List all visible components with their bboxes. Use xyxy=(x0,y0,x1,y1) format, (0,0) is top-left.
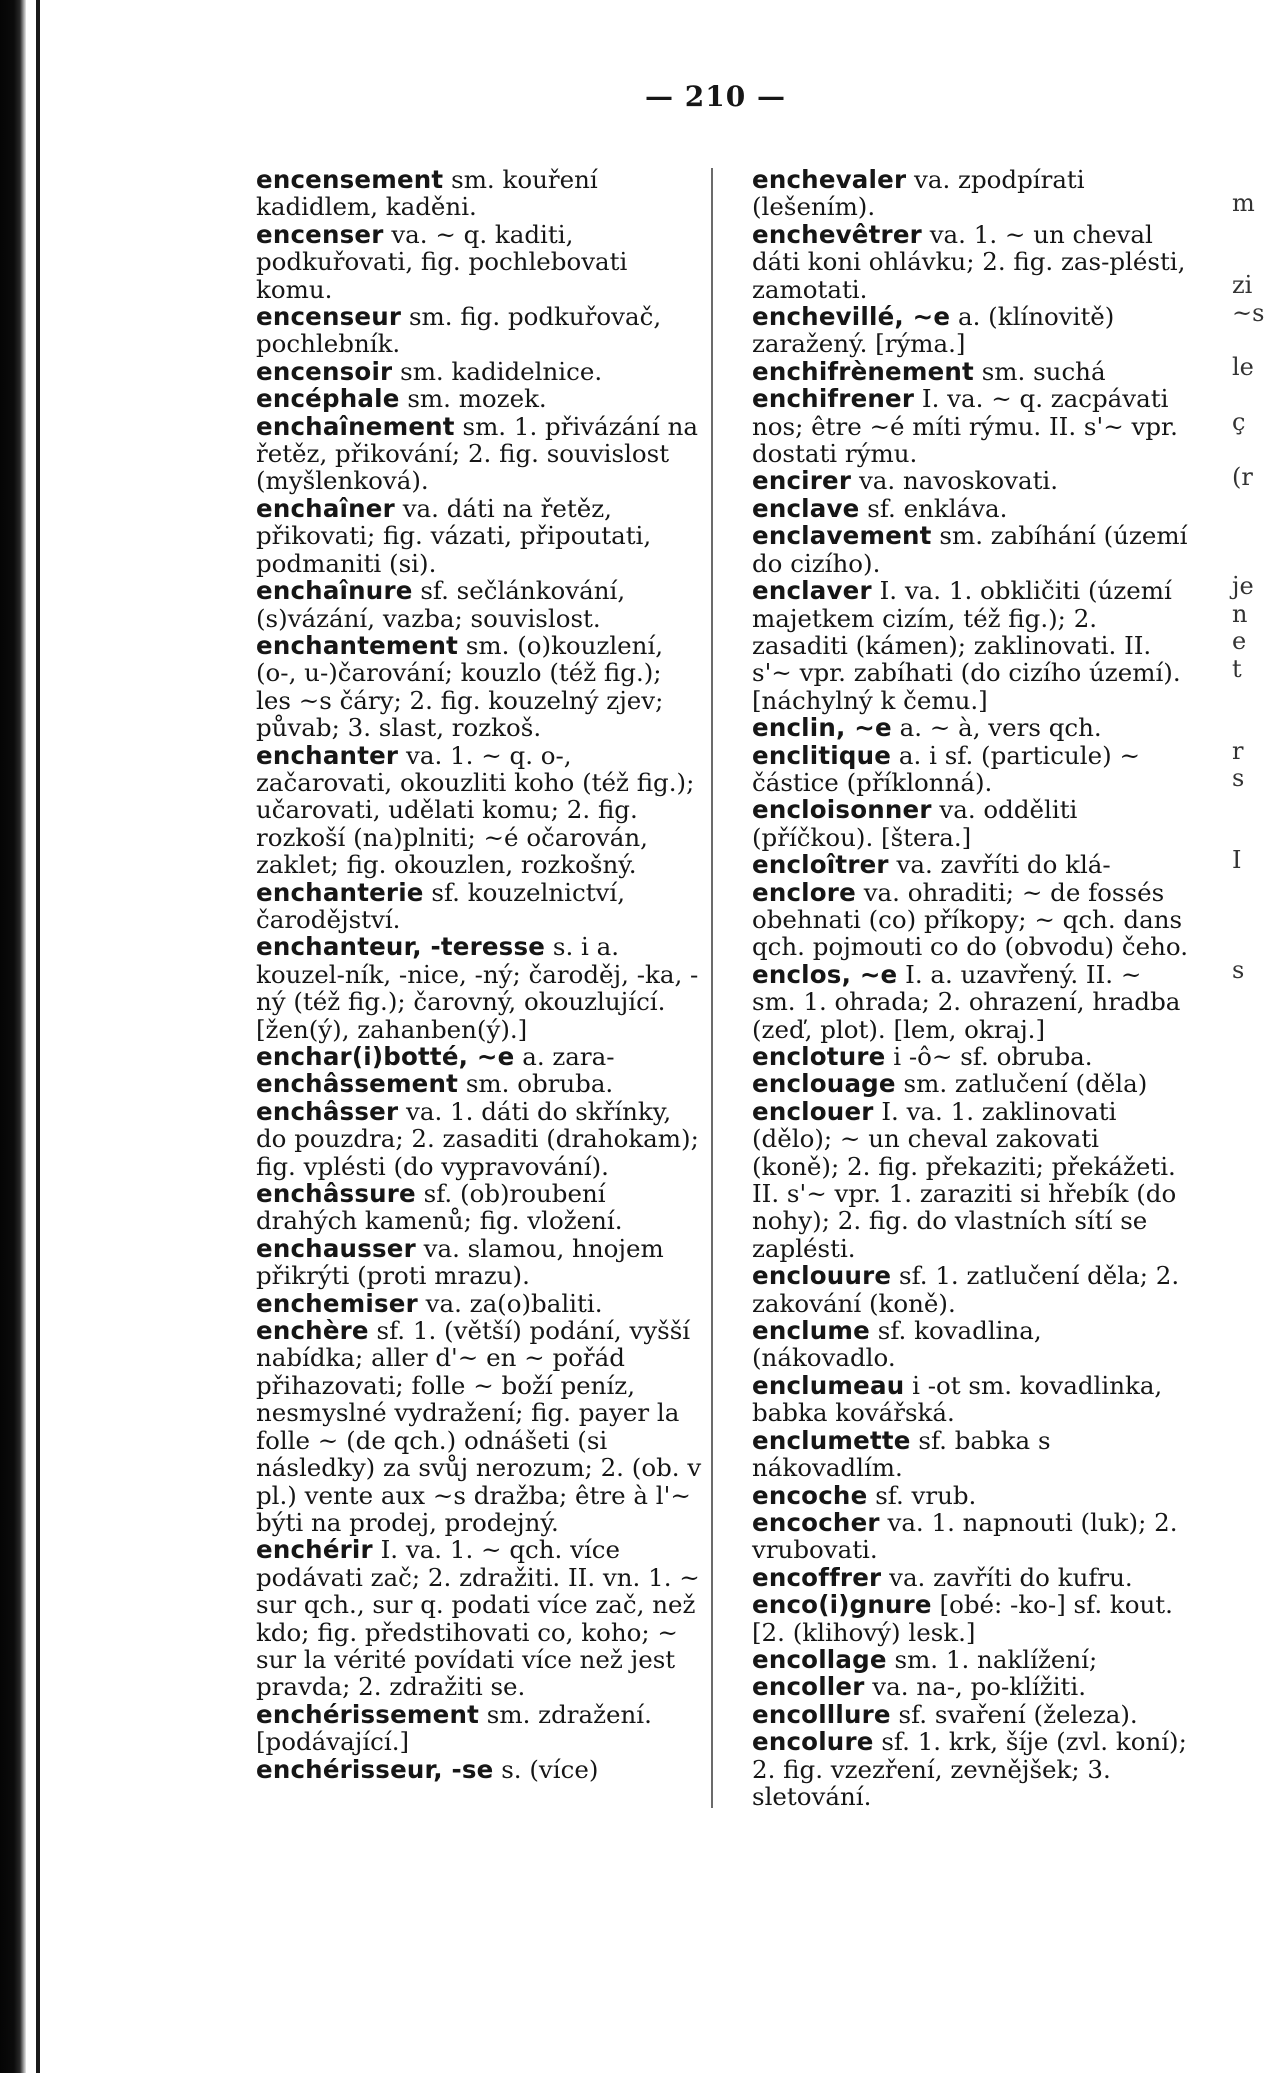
dictionary-entry xyxy=(722,1482,1188,1509)
entry-definition: va. zpodpírati (lešením). xyxy=(752,165,1085,222)
dictionary-entry xyxy=(226,742,704,879)
next-column-fragment: (r xyxy=(1232,462,1253,491)
entry-definition: sm. 1. přivázání na řetěz, přikování; 2. fig. souvislost (myšlenková). xyxy=(256,411,699,496)
entry-definition: i -ot sm. kovadlinka, babka kovářská. xyxy=(752,1370,1163,1428)
dictionary-entry xyxy=(722,1564,1188,1591)
entry-headword: enchâssure xyxy=(256,1179,416,1209)
next-column-fragment: s xyxy=(1232,764,1245,793)
entry-definition: sf. enkláva. xyxy=(859,493,1008,523)
entry-headword: encocher xyxy=(752,1507,880,1537)
next-page-column-edge xyxy=(1232,189,1264,1910)
entry-headword: enclumeau xyxy=(752,1370,905,1400)
next-column-fragment xyxy=(1232,930,1251,957)
dictionary-entry xyxy=(722,1262,1188,1317)
next-column-fragment xyxy=(1232,245,1251,272)
entry-headword: enclave xyxy=(752,493,860,523)
entry-headword: enchâssement xyxy=(256,1069,459,1099)
entry-definition: va. 1. napnouti (luk); 2. vrubovati. xyxy=(752,1507,1178,1565)
entry-definition: va. 1. ~ un cheval dáti koni ohlávku; 2. fig. zas-plésti, zamotati. xyxy=(752,219,1186,304)
entry-headword: encoffrer xyxy=(752,1562,882,1592)
dictionary-entry xyxy=(722,742,1188,797)
dictionary-entry xyxy=(722,1098,1188,1262)
dictionary-entry xyxy=(722,385,1188,467)
dictionary-entry xyxy=(226,358,704,385)
next-column-fragment: e xyxy=(1232,627,1247,656)
entry-definition: sf. kouzelnictví, čarodějství. xyxy=(256,877,626,934)
entry-definition: sm. kouření kadidlem, kaděni. xyxy=(256,165,598,222)
entry-headword: enclouage xyxy=(752,1069,896,1099)
dictionary-entry xyxy=(722,577,1188,714)
entry-definition: sf. sečlánkování, (s)vázání, vazba; souvislost. xyxy=(256,576,626,633)
entry-headword: enclos, ~e xyxy=(752,959,898,989)
entry-headword: encloîtrer xyxy=(752,850,889,880)
entry-definition: I. a. uzavřený. II. ~ sm. 1. ohrada; 2. ohrazení, hradba (zeď, plot). [lem, okraj.] xyxy=(752,959,1181,1044)
entry-definition: sf. 1. krk, šíje (zvl. koní); 2. fig. vzezření, zevnějšek; 3. sletování. xyxy=(752,1727,1187,1811)
next-column-fragment: I xyxy=(1232,846,1242,875)
dictionary-entry xyxy=(226,1290,704,1317)
next-column-fragment: ~s xyxy=(1232,298,1264,327)
dictionary-entry xyxy=(226,1756,704,1783)
entry-definition: va. dáti na řetěz, přikovati; fig. vázati, připoutati, podmaniti (si). xyxy=(256,493,652,578)
dictionary-entry xyxy=(722,1728,1188,1810)
entry-headword: encenser xyxy=(256,219,384,249)
entry-definition: i -ô~ sf. obruba. xyxy=(885,1042,1093,1071)
entry-headword: encensoir xyxy=(256,356,393,386)
entry-definition: va. za(o)baliti. xyxy=(417,1288,603,1318)
entry-definition: I. va. 1. obkličiti (území majetkem cizím, též fig.); 2. zasaditi (kámen); zaklinovati. II. s'~ vpr. zabíhati (do cizího území). [náchylný k čemu.] xyxy=(752,576,1181,715)
dictionary-entry xyxy=(226,1536,704,1700)
entry-headword: encoller xyxy=(752,1672,865,1702)
dictionary-entry xyxy=(722,1317,1188,1372)
entry-definition: [obé: -ko-] sf. kout. [2. (klihový) lesk.] xyxy=(752,1590,1173,1647)
entry-definition: sf. 1. zatlučení děla; 2. zakování (koně). xyxy=(752,1261,1180,1318)
entry-headword: enchaînure xyxy=(256,576,413,606)
next-column-fragment: je xyxy=(1232,572,1254,601)
dictionary-entry xyxy=(226,385,704,412)
next-column-fragment xyxy=(1232,875,1251,902)
next-column-fragment xyxy=(1232,327,1251,354)
dictionary-entry xyxy=(226,495,704,577)
dictionary-entry xyxy=(226,1180,704,1235)
dictionary-entry xyxy=(226,1070,704,1097)
entry-definition: sf. kovadlina, (nákovadlo. xyxy=(752,1316,1042,1373)
dictionary-entry xyxy=(226,577,704,632)
entry-definition: sm. mozek. xyxy=(399,384,547,414)
left-column xyxy=(226,166,704,1783)
entry-definition: s. i a. kouzel-ník, -nice, -ný; čaroděj, -ka, -ný (též fig.); čarovný, okouzlující. [žen(ý), zahanben(ý).] xyxy=(256,932,699,1044)
binding-edge-line xyxy=(36,0,40,2073)
entry-headword: enchausser xyxy=(256,1233,416,1263)
dictionary-entry xyxy=(226,1235,704,1290)
entry-headword: enchevaler xyxy=(752,165,907,194)
dictionary-entry xyxy=(722,1070,1188,1097)
entry-definition: sm. zatlučení (děla) xyxy=(895,1069,1148,1099)
entry-headword: enclitique xyxy=(752,740,892,770)
entry-definition: a. i sf. (particule) ~ částice (příklonná). xyxy=(752,740,1140,797)
entry-definition: sm. suchá xyxy=(973,356,1106,386)
entry-headword: enchifrènement xyxy=(752,356,974,386)
dictionary-entry xyxy=(722,961,1188,1043)
entry-headword: enchevillé, ~e xyxy=(752,302,951,332)
entry-definition: va. 1. dáti do skřínky, do pouzdra; 2. zasaditi (drahokam); fig. vplésti (do vypravování). xyxy=(256,1096,699,1181)
dictionary-entry xyxy=(226,1701,704,1756)
entry-headword: enclavement xyxy=(752,521,932,551)
entry-definition: va. zavříti do klá- xyxy=(888,850,1111,880)
entry-headword: enchanter xyxy=(256,740,399,770)
entry-definition: a. (klínovitě) zaražený. [rýma.] xyxy=(752,302,1115,359)
next-column-fragment xyxy=(1232,382,1251,409)
entry-headword: encenseur xyxy=(256,302,402,332)
entry-headword: enchar(i)botté, ~e xyxy=(256,1042,515,1071)
dictionary-entry xyxy=(722,796,1188,851)
dictionary-entry xyxy=(226,1098,704,1180)
entry-definition: va. ~ q. kaditi, podkuřovati, fig. pochlebovati komu. xyxy=(256,219,628,304)
dictionary-entry xyxy=(226,413,704,495)
next-column-fragment xyxy=(1232,546,1251,573)
dictionary-entry xyxy=(722,221,1188,303)
entry-definition: sm. fig. podkuřovač, pochlebník. xyxy=(256,302,662,359)
entry-headword: enclouer xyxy=(752,1096,874,1126)
next-column-fragment: s xyxy=(1232,955,1245,984)
entry-definition: sm. zdražení. [podávající.] xyxy=(256,1699,652,1757)
next-column-fragment xyxy=(1232,902,1251,929)
entry-headword: enchanterie xyxy=(256,877,424,907)
dictionary-entry xyxy=(722,1427,1188,1482)
entry-definition: sf. babka s nákovadlím. xyxy=(752,1425,1051,1483)
entry-headword: enclouure xyxy=(752,1261,892,1291)
dictionary-entry xyxy=(722,1701,1188,1728)
entry-headword: encloture xyxy=(752,1042,886,1071)
entry-definition: a. zara- xyxy=(514,1042,615,1071)
entry-definition: I. va. 1. zaklinovati (dělo); ~ un cheval zakovati (koně); 2. fig. překaziti; překážeti. II. s'~ vpr. 1. zaraziti si hřebík (do nohy); 2. fig. do vlastních sítí se zaplésti. xyxy=(752,1096,1177,1263)
entry-headword: enchaîner xyxy=(256,493,395,523)
entry-headword: enchantement xyxy=(256,630,459,660)
next-column-fragment xyxy=(1232,437,1251,464)
dictionary-entry xyxy=(226,1043,704,1070)
entry-headword: enchère xyxy=(256,1316,369,1346)
entry-headword: enclaver xyxy=(752,576,872,606)
next-column-fragment: n xyxy=(1232,599,1248,628)
dictionary-entry xyxy=(226,303,704,358)
entry-headword: encolure xyxy=(752,1727,874,1757)
dictionary-entry xyxy=(226,632,704,742)
entry-definition: sm. zabíhání (území do cizího). xyxy=(752,521,1188,578)
entry-definition: s. (více) xyxy=(493,1754,599,1784)
entry-definition: sf. vrub. xyxy=(867,1480,977,1510)
dictionary-entry xyxy=(722,1509,1188,1564)
dictionary-entry xyxy=(722,166,1188,221)
entry-headword: enchâsser xyxy=(256,1096,399,1126)
dictionary-entry xyxy=(226,933,704,1043)
entry-headword: enchemiser xyxy=(256,1288,418,1318)
dictionary-entry xyxy=(722,495,1188,522)
entry-headword: enchanteur, -teresse xyxy=(256,932,546,962)
next-column-fragment xyxy=(1232,710,1251,737)
entry-definition: a. ~ à, vers qch. xyxy=(891,713,1102,743)
next-column-fragment: zi xyxy=(1232,271,1253,300)
entry-definition: I. va. 1. ~ qch. více podávati zač; 2. zdražiti. II. vn. 1. ~ sur qch., sur q. podati více zač, než kdo; fig. předstihovati co, koho; ~ sur la vérité povídati více než jest pravda; 2. zdražiti se. xyxy=(256,1535,700,1702)
dictionary-entry xyxy=(722,1372,1188,1427)
book-binding-shadow xyxy=(0,0,26,2073)
next-column-fragment: ç xyxy=(1232,408,1246,437)
next-column-fragment xyxy=(1232,217,1251,244)
entry-headword: enchaînement xyxy=(256,411,455,441)
column-divider xyxy=(711,168,713,1808)
next-column-fragment xyxy=(1232,793,1251,820)
entry-headword: enclore xyxy=(752,877,856,907)
dictionary-entry xyxy=(722,1646,1188,1673)
next-column-fragment xyxy=(1232,519,1251,546)
dictionary-entry xyxy=(722,467,1188,494)
entry-headword: enclin, ~e xyxy=(752,713,892,743)
entry-definition: sm. (o)kouzlení, (o-, u-)čarování; kouzlo (též fig.); les ~s čáry; 2. fig. kouzelný zjev; půvab; 3. slast, rozkoš. xyxy=(256,630,664,743)
entry-definition: va. odděliti (příčkou). [štera.] xyxy=(752,795,1078,852)
next-column-fragment: m xyxy=(1232,189,1255,217)
next-column-fragment: r xyxy=(1232,736,1244,765)
page-number: — 210 — xyxy=(645,80,786,113)
dictionary-entry xyxy=(722,851,1188,878)
entry-headword: enchérissement xyxy=(256,1699,480,1729)
entry-headword: enchérisseur, -se xyxy=(256,1754,494,1784)
entry-headword: enchifrener xyxy=(752,384,915,414)
dictionary-entry xyxy=(722,1591,1188,1646)
dictionary-entry xyxy=(226,879,704,934)
entry-headword: encolllure xyxy=(752,1699,891,1729)
entry-headword: encensement xyxy=(256,165,444,194)
entry-definition: sf. 1. (větší) podání, vyšší nabídka; aller d'~ en ~ pořád přihazovati; folle ~ boží peníz, nesmyslné vydražení; fig. payer la folle ~ (de qch.) odnášeti (si následky) za svůj nerozum; 2. (ob. v pl.) vente aux ~s dražba; être à l'~ býti na prodej, prodejný. xyxy=(256,1316,702,1537)
next-column-fragment xyxy=(1232,491,1251,518)
entry-definition: sf. svaření (železa). xyxy=(890,1699,1138,1729)
entry-definition: I. va. ~ q. zacpávati nos; être ~é míti rýmu. II. s'~ vpr. dostati rýmu. xyxy=(752,384,1178,469)
entry-headword: enco(i)gnure xyxy=(752,1590,932,1620)
entry-headword: enchevêtrer xyxy=(752,219,922,249)
entry-definition: sm. obruba. xyxy=(458,1069,614,1099)
entry-headword: enchérir xyxy=(256,1535,373,1565)
dictionary-entry xyxy=(722,1673,1188,1700)
entry-definition: va. na-, po-klížiti. xyxy=(864,1672,1087,1702)
dictionary-entry xyxy=(226,166,704,221)
dictionary-entry xyxy=(722,879,1188,961)
right-column xyxy=(722,166,1188,1810)
dictionary-entry xyxy=(722,714,1188,741)
entry-headword: encloisonner xyxy=(752,795,932,825)
entry-definition: va. navoskovati. xyxy=(851,466,1059,496)
entry-headword: encéphale xyxy=(256,384,400,414)
entry-headword: encollage xyxy=(752,1644,887,1674)
entry-definition: sm. 1. naklížení; xyxy=(886,1644,1098,1674)
entry-headword: enclume xyxy=(752,1316,870,1346)
dictionary-entry xyxy=(226,1317,704,1536)
entry-headword: enclumette xyxy=(752,1425,911,1455)
entry-definition: va. 1. ~ q. o-, začarovati, okouzliti koho (též fig.); učarovati, udělati komu; 2. fig. rozkoší (na)plniti; ~é očarován, zaklet; fig. okouzlen, rozkošný. xyxy=(256,740,695,880)
dictionary-entry xyxy=(226,221,704,303)
next-column-fragment xyxy=(1232,820,1251,847)
dictionary-entry xyxy=(722,522,1188,577)
dictionary-entry xyxy=(722,1043,1188,1070)
next-column-fragment: t xyxy=(1232,654,1242,683)
entry-definition: sf. (ob)roubení drahých kamenů; fig. vložení. xyxy=(256,1179,623,1236)
next-column-fragment xyxy=(1232,683,1251,710)
dictionary-entry xyxy=(722,303,1188,358)
entry-definition: va. ohraditi; ~ de fossés obehnati (co) příkopy; ~ qch. dans qch. pojmouti co do (obvodu) čeho. xyxy=(752,877,1188,962)
entry-headword: encoche xyxy=(752,1480,868,1510)
entry-definition: va. slamou, hnojem přikrýti (proti mrazu). xyxy=(256,1233,664,1291)
dictionary-entry xyxy=(722,358,1188,385)
entry-definition: va. zavříti do kufru. xyxy=(881,1562,1133,1592)
entry-headword: encirer xyxy=(752,466,852,496)
next-column-fragment: le xyxy=(1232,353,1254,382)
entry-definition: sm. kadidelnice. xyxy=(392,356,603,386)
